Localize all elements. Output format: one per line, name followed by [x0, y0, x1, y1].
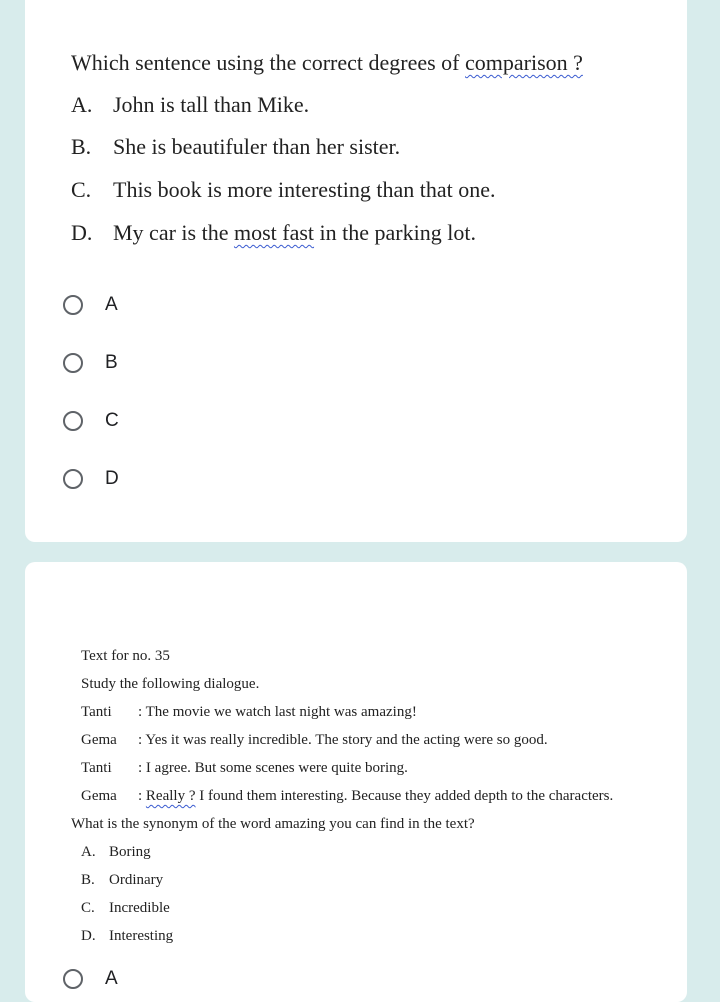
- instruction: Study the following dialogue.: [81, 676, 260, 692]
- question-2-choice-c: C. Incredible: [81, 900, 170, 916]
- dialogue-line: Gema : Really ? I found them interesting. Because they added depth to the characters.: [81, 788, 614, 804]
- dialogue-line: Tanti : The movie we watch last night was amazing!: [81, 704, 417, 720]
- question-2-choice-d: D. Interesting: [81, 928, 174, 944]
- question-1-choice-c: C. This book is more interesting than that one.: [71, 177, 496, 202]
- question-2-choice-a: A. Boring: [81, 844, 151, 860]
- question-2-choice-b: B. Ordinary: [81, 872, 164, 888]
- radio-option-a[interactable]: [63, 294, 118, 316]
- radio-button[interactable]: [63, 353, 83, 373]
- radio-label: A: [105, 968, 118, 989]
- radio-button[interactable]: [63, 295, 83, 315]
- spellcheck-marked-word: comparison ?: [465, 50, 583, 75]
- radio-option-b[interactable]: [63, 352, 118, 374]
- question-1-choice-b: B. She is beautifuler than her sister.: [71, 134, 401, 159]
- question-1-choice-d: D. My car is the most fast in the parking lot.: [71, 220, 476, 245]
- radio-label: D: [105, 468, 119, 489]
- radio-option-a[interactable]: [63, 968, 118, 990]
- text-header: Text for no. 35: [81, 648, 170, 664]
- question-card-1: [25, 0, 687, 542]
- radio-label: C: [105, 410, 119, 431]
- dialogue-line: Tanti : I agree. But some scenes were quite boring.: [81, 760, 408, 776]
- radio-label: A: [105, 294, 118, 315]
- question-1-choice-a: A. John is tall than Mike.: [71, 92, 310, 117]
- radio-label: B: [105, 352, 118, 373]
- dialogue-line: Gema : Yes it was really incredible. The story and the acting were so good.: [81, 732, 548, 748]
- radio-button[interactable]: [63, 411, 83, 431]
- radio-button[interactable]: [63, 969, 83, 989]
- question-1-prompt: Which sentence using the correct degrees of comparison ?: [71, 50, 583, 75]
- question-2-prompt: What is the synonym of the word amazing you can find in the text?: [71, 816, 475, 832]
- spellcheck-marked-phrase: most fast: [233, 220, 315, 245]
- radio-option-d[interactable]: [63, 468, 119, 490]
- radio-option-c[interactable]: [63, 410, 119, 432]
- question-card-2: [25, 562, 687, 1002]
- radio-button[interactable]: [63, 469, 83, 489]
- spellcheck-marked-word: Really ?: [145, 788, 196, 804]
